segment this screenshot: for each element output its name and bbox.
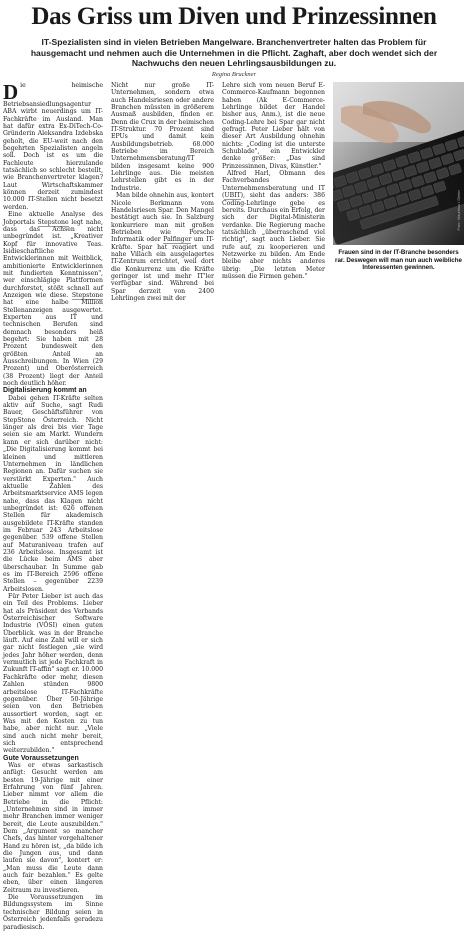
stepstone-link-2[interactable]: Stepstone [71, 291, 103, 299]
subheading-digitalisierung: Digitalisierung kommt an [3, 387, 87, 395]
photo-credit: Foto: Mauritius / Dieter [456, 190, 461, 231]
keyboard-photo [333, 82, 464, 245]
author-byline: Regina Bruckner [211, 71, 257, 78]
paragraph: Lehre sich vom neuen Beruf E-Commerce-Kaufmann begonnen haben (Ak E-Commerce-Lehrlinge bildet der Handel bisher aus, Anm.), ist die neue Coding-Lehre bei Spar gar nicht gefragt. Peter Lieber hält von dieser Art Ausbildung ohnehin nichts: „Coding ist die unterste Schublade", ein Entwickler denke größer: „Das sind Prinzessinnen, Divas, Künstler." [222, 82, 325, 170]
keyboard-image [333, 82, 464, 245]
paragraph-text: ie heimische Betriebsansiedlungsagentur ABA wirbt neuerdings um IT-Fachkräfte im Ausland. Man hat dafür extra Ex-DiTech-Co-Gründerin Aleksandra Izdebska geholt, die EU-weit nach den begehrten Spezialisten angeln soll. Doch ist es um die Fachleute hierzulande tatsächlich so schlecht bestellt, wie Branchenvertreter klagen? Laut Wirtschaftskammer können derzeit zumindest 10.000 IT-Stellen nicht besetzt werden. [3, 82, 103, 211]
ubit-link[interactable]: UBIT [224, 192, 241, 200]
photo-caption: Frauen sind in der IT-Branche besonders rar. Deswegen will man nun auch weibliche Interessenten gewinnen. [335, 249, 462, 272]
paragraph-text: Eine aktuelle Analyse des Jobportals [3, 211, 103, 226]
paragraph-text: Man bilde ohnehin aus, kontert Nicole Berkmann vom Handelsriesen Spar. Den Mangel bestätigt auch sie. In Salzburg konkurriere man mit großen Betrieben wie Porsche Informatik oder [111, 192, 214, 244]
drop-cap: D [3, 80, 19, 104]
paragraph-text: ), sieht das anders: 386 Coding-Lehrlinge gebe es bereits. Durchaus ein Erfolg, der sich der Digital-Ministerin verdanke. Die Regierung mache tatsächlich „überraschend viel richtig", sagt auch Lieber. Sie rufe auf, zu kooperieren und Netzwerke zu bilden. Am Ende bleibe aber nichts anderes übrig: „Die letzten Meter müssen die Firmen gehen." [222, 192, 325, 280]
headline: Das Griss um Diven und Prinzessinnen [31, 3, 437, 30]
paragraph [3, 82, 103, 211]
paragraph [222, 170, 325, 280]
paragraph-text: Alfred Harl, Obmann des Fachverbandes Unternehmensberatung und IT ( [222, 170, 325, 200]
paragraph-text: hat eine halbe Million Stellenanzeigen ausgewertet. Experten aus IT und technischen Berufen sind demnach besonders heiß begehrt: Sie haben mit 28 Prozent bundesweit den größten Anteil an Ausschreibungen. In Wien (29 Prozent) und Oberösterreich (38 Prozent) liegt der Anteil noch deutlich höher. [3, 299, 103, 388]
paragraph: Nicht nur große IT-Unternehmen, sondern etwa auch Handelsriesen oder andere Branchen müssten in größerem Ausmaß ausbilden, finden er. Denn die Crux in der heimischen IT-Struktur. 70 Prozent sind EPUs und damit kein Ausbildungsbetrieb. 68.000 Betriebe im Bereich Unternehmensberatung/IT bilden insgesamt keine 900 Lehrlinge aus. Die meisten Lehrstellen gibt es in der Industrie. [111, 82, 214, 192]
paragraph: Für Peter Lieber ist auch das ein Teil des Problems. Lieber hat als Präsident des Verbands Österreichischer Software Industrie (VÖSI) einen guten Überblick. was in der Branche läuft. Auf eine Zahl will er sich gar nicht festlegen „sie wird jedes Jahr höher werden, denn vermutlich ist jede Fachkraft in Zukunft IT-affin" sagt er. 10.000 Fachkräfte oder mehr, diesen Zahlen stünden 9800 arbeitslose IT-Fachkräfte gegenüber. Über 50-Jährige seien von den Betrieben aussortiert worden, sagt er. Was mit den Kosten zu tun habe, aber nicht nur. „Viele sind auch nicht mehr bereit, sich entsprechend weiterzubilden." [3, 593, 103, 755]
article-column-2 [111, 82, 214, 302]
article-column-3 [222, 82, 325, 280]
paragraph: Die Voraussetzungen im Bildungssystem im Sinne technischer Bildung seien in Österreich jedenfalls geradezu paradiesisch. [3, 894, 103, 931]
paragraph: Dabei gehen IT-Kräfte selten aktiv auf Suche, sagt Rudi Bauer, Geschäftsführer von StepStone Österreich. Nicht länger als drei bis vier Tage seien sie am Markt. Wundern kann er sich darüber nicht: „Die Digitalisierung kommt bei kleinen und mittleren Unternehmen in ländlichen Regionen an. Dafür suchen sie verstärkt Experten." Auch aktuelle Zahlen des Arbeitsmarktservice AMS legen nahe, dass das Klagen nicht unbegründet ist: 626 offenen Stellen für akademisch ausgebildete IT-Kräfte standen im Februar 243 Arbeitslose gegenüber. 539 offene Stellen auf Maturaniveau trafen auf 236 Arbeitslose. Insgesamt ist die Lücke beim AMS aber überschaubar. In Summe gab es im IT-Bereich 2596 offene Stellen – gegenüber 2239 Arbeitslosen. [3, 394, 103, 593]
paragraph-text: legt nahe, dass das Achsen nicht unbegründet ist. „Kreativer Kopf für innovative Teas. Isidieschaftliche Entwicklerinnen mit Weitblick, ambitionierte Entwicklerinnen mit fundierten Kenntnissen", wer einschlägige Plattformen durchforstet, stößt schnell auf Anzeigen wie diese. [3, 218, 103, 299]
subheading-voraussetzungen: Gute Voraussetzungen [3, 754, 79, 762]
paragraph: Was er etwas sarkastisch anfügt: Gesucht werden am besten 19-Jährige mit einer Erfahrung von fünf Jahren. Lieber nimmt vor allem die Betriebe in die Pflicht: „Unternehmen sind in immer mehr Branchen immer weniger bereit, die Leute auszubilden." Dem „Argument so mancher Chefs, das hinter vorgehaltener Hand zu hören ist, „da bilde ich die Jungen aus, und dann laufen sie davon", kontert er: „Man muss die Leute dann auch fair bezahlen." Es gelte eben, über einen längeren Zeitraum zu investieren. [3, 761, 103, 894]
paragraph-text: um IT-Kräfte. Spar hat reagiert und nahe Villach ein ausgelagertes IT-Zentrum errichtet, weil dort die Konkurrenz um die Kräfte geringer ist und mehr IT'ler verfügbar sind. Während bei Spar derzeit von 2400 Lehrlingen zwei mit der [111, 236, 214, 302]
lead-paragraph: IT-Spezialisten sind in vielen Betrieben Mangelware. Branchenvertreter halten das Problem für hausgemacht und nehmen auch die Unternehmen in die Pflicht. Zaghaft, aber doch wendet sich der Nachwuchs den neuen Lehrlingsausbildungen zu. [30, 37, 438, 69]
paragraph [111, 192, 214, 302]
article-column-1 [3, 82, 103, 931]
paragraph [3, 211, 103, 387]
palfinger-link[interactable]: Palfinger [163, 236, 192, 244]
stepstone-link[interactable]: Stepstone [37, 218, 69, 226]
